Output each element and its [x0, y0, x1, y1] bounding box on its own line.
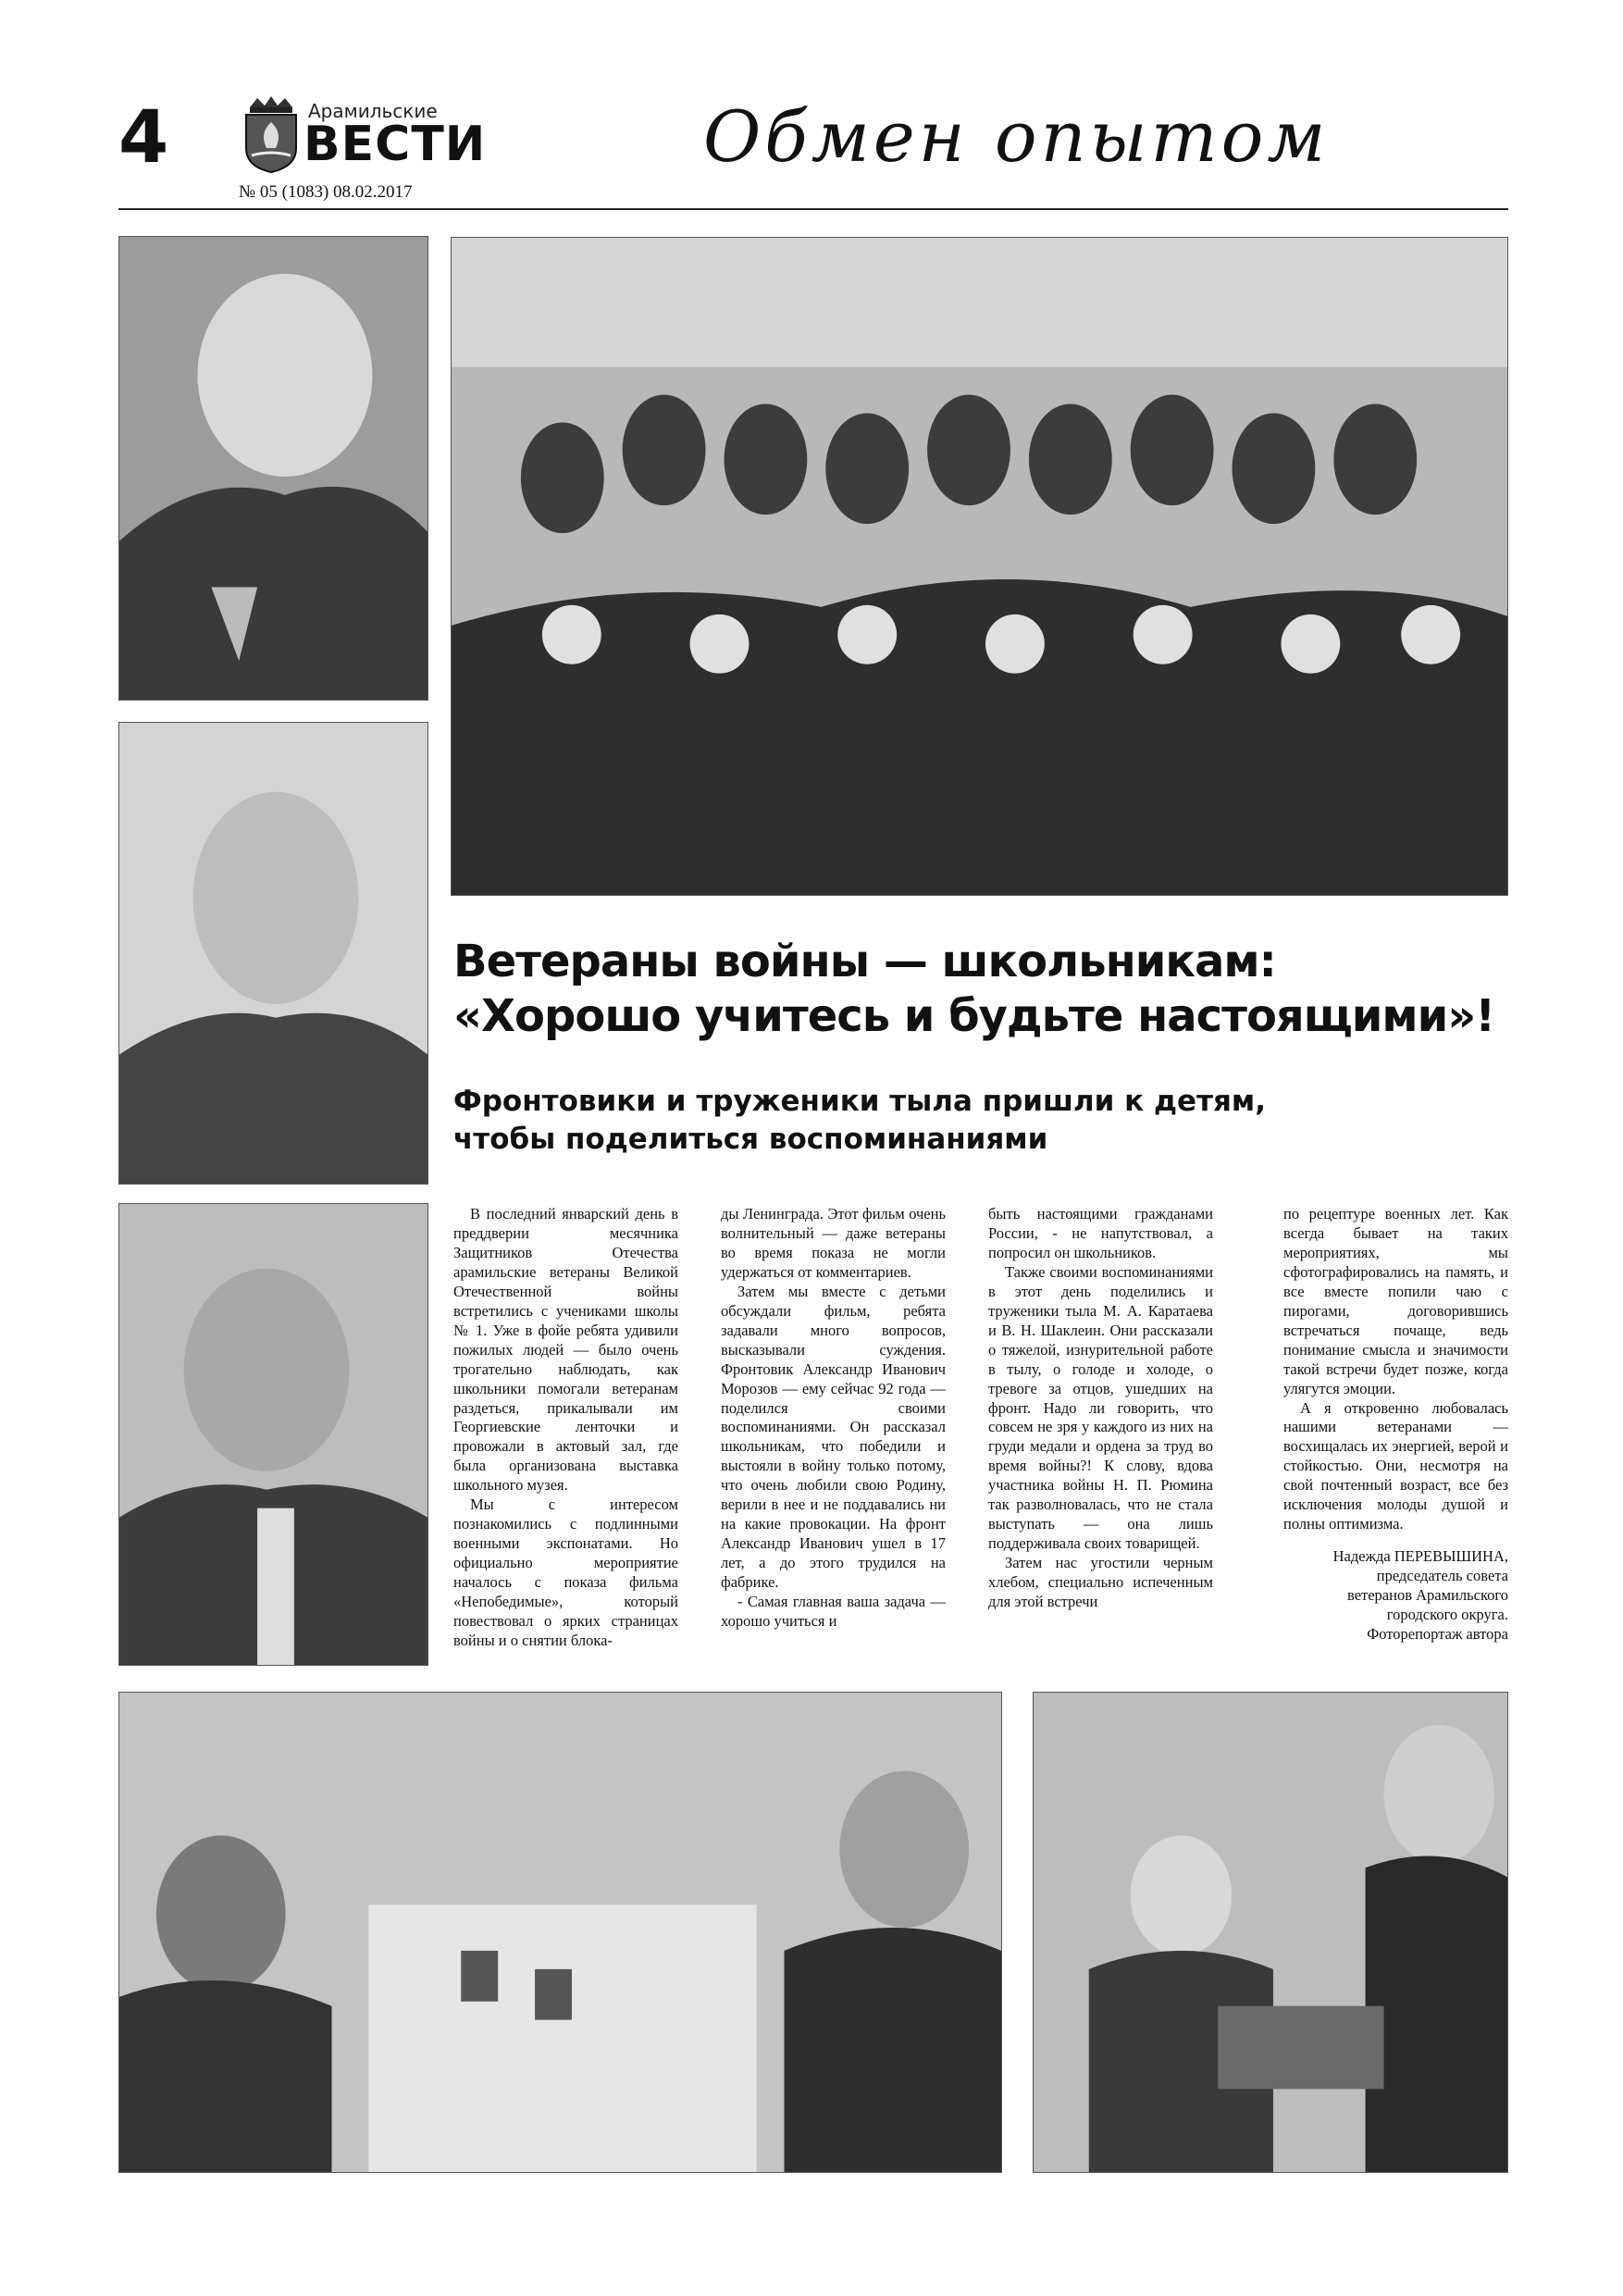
paragraph: по рецептуре военных лет. Как всегда бывает на таких мероприятиях, мы сфотографировались на память, и все вместе попили чаю с пирогами, договорившись встречаться почаще, ведь понимание смысла и значимости такой встречи будет позже, когда улягутся эмоции.	[1283, 1205, 1508, 1397]
article-column-4	[1283, 1205, 1508, 1644]
logo-main-text: ВЕСТИ	[304, 117, 487, 172]
author-role-line: городского округа.	[1386, 1606, 1508, 1624]
photo-credit: Фоторепортаж автора	[1367, 1625, 1508, 1644]
paragraph: ды Ленинграда. Этот фильм очень волнительный — даже ветераны во время показа не могли удержаться от комментариев.	[721, 1205, 946, 1281]
issue-info: № 05 (1083) 08.02.2017	[239, 182, 413, 202]
article-headline	[453, 935, 1518, 1043]
paragraph: Также своими воспоминаниями в этот день поделились и труженики тыла М. А. Каратаева и В. Н. Шаклеин. Они рассказали о тяжелой, изнурительной работе в тылу, о голоде и холоде, о тревоге за отцов, ушедших на фронт. Надо ли говорить, что совсем не зря у каждого из них на груди медали и ордена за труд во время войны?! К слову, вдова участника войны Н. П. Рюмина так разволновалась, что не стала выступать — она лишь поддерживала своих товарищей.	[988, 1262, 1213, 1553]
coat-of-arms-icon	[239, 94, 304, 173]
section-title: Обмен опытом	[703, 95, 1330, 178]
headline-line-2: «Хорошо учитесь и будьте настоящими»!	[453, 989, 1495, 1042]
portrait-photo-2	[118, 722, 428, 1185]
author-role-line: ветеранов Арамильского	[1347, 1586, 1508, 1605]
paragraph: В последний январский день в преддверии месячника Защитников Отечества арамильские ветераны Великой Отечественной войны встретились с учениками школы № 1. Уже в фойе ребята удивили пожилых людей — было очень трогательно наблюдать, как школьники помогали ветеранам раздеться, прикалывали им Георгиевские ленточки и провожали в актовый зал, где была организована выставка школьного музея.	[453, 1205, 678, 1495]
group-photo	[451, 237, 1508, 896]
article-subhead	[453, 1083, 1518, 1159]
page-number: 4	[118, 96, 169, 180]
article-column-1	[453, 1205, 678, 1651]
paragraph: быть настоящими гражданами России, - не напутствовал, а попросил он школьников.	[988, 1205, 1213, 1261]
headline-line-1: Ветераны войны — школьникам:	[453, 936, 1276, 987]
subhead-line-2: чтобы поделиться воспоминаниями	[453, 1122, 1048, 1156]
author-signature	[1283, 1547, 1508, 1644]
author-role-line: председатель совета	[1376, 1567, 1508, 1585]
paragraph: Затем мы вместе с детьми обсуждали фильм, ребята задавали много вопросов, высказывали суждения. Фронтовик Александр Иванович Морозов — ему сейчас 92 года — поделился своими воспоминаниями. Он рассказал школьникам, что победили и выстояли в войну только потому, что очень любили свою Родину, верили в нее и не поддавались ни на какие провокации. На фронт Александр Иванович ушел в 17 лет, а до этого трудился на фабрике.	[721, 1282, 946, 1592]
paragraph: - Самая главная ваша задача — хорошо учиться и	[721, 1593, 946, 1631]
newspaper-logo	[239, 93, 487, 176]
paragraph: Мы с интересом познакомились с подлинными военными экспонатами. Но официально мероприятие началось с показа фильма «Непобедимые», который повествовал о ярких страницах войны и о снятии блока-	[453, 1496, 678, 1649]
portrait-photo-1	[118, 236, 428, 701]
logo-small-text: Арамильские	[308, 100, 438, 122]
subhead-line-1: Фронтовики и труженики тыла пришли к детям,	[453, 1085, 1267, 1118]
portrait-photo-3	[118, 1203, 428, 1666]
bread-serving-photo	[1033, 1692, 1508, 2173]
author-name: Надежда ПЕРЕВЫШИНА,	[1332, 1547, 1508, 1566]
paragraph: Затем нас угостили черным хлебом, специально испеченным для этой встречи	[988, 1554, 1213, 1611]
header-divider	[118, 208, 1508, 210]
paragraph: А я откровенно любовалась нашими ветеранами — восхищалась их энергией, верой и стойкостью. Они, несмотря на свой почтенный возраст, все без исключения молоды душой и полны оптимизма.	[1283, 1398, 1508, 1533]
article-column-3	[988, 1205, 1213, 1612]
article-column-2	[721, 1205, 946, 1632]
tea-party-photo	[118, 1692, 1002, 2173]
